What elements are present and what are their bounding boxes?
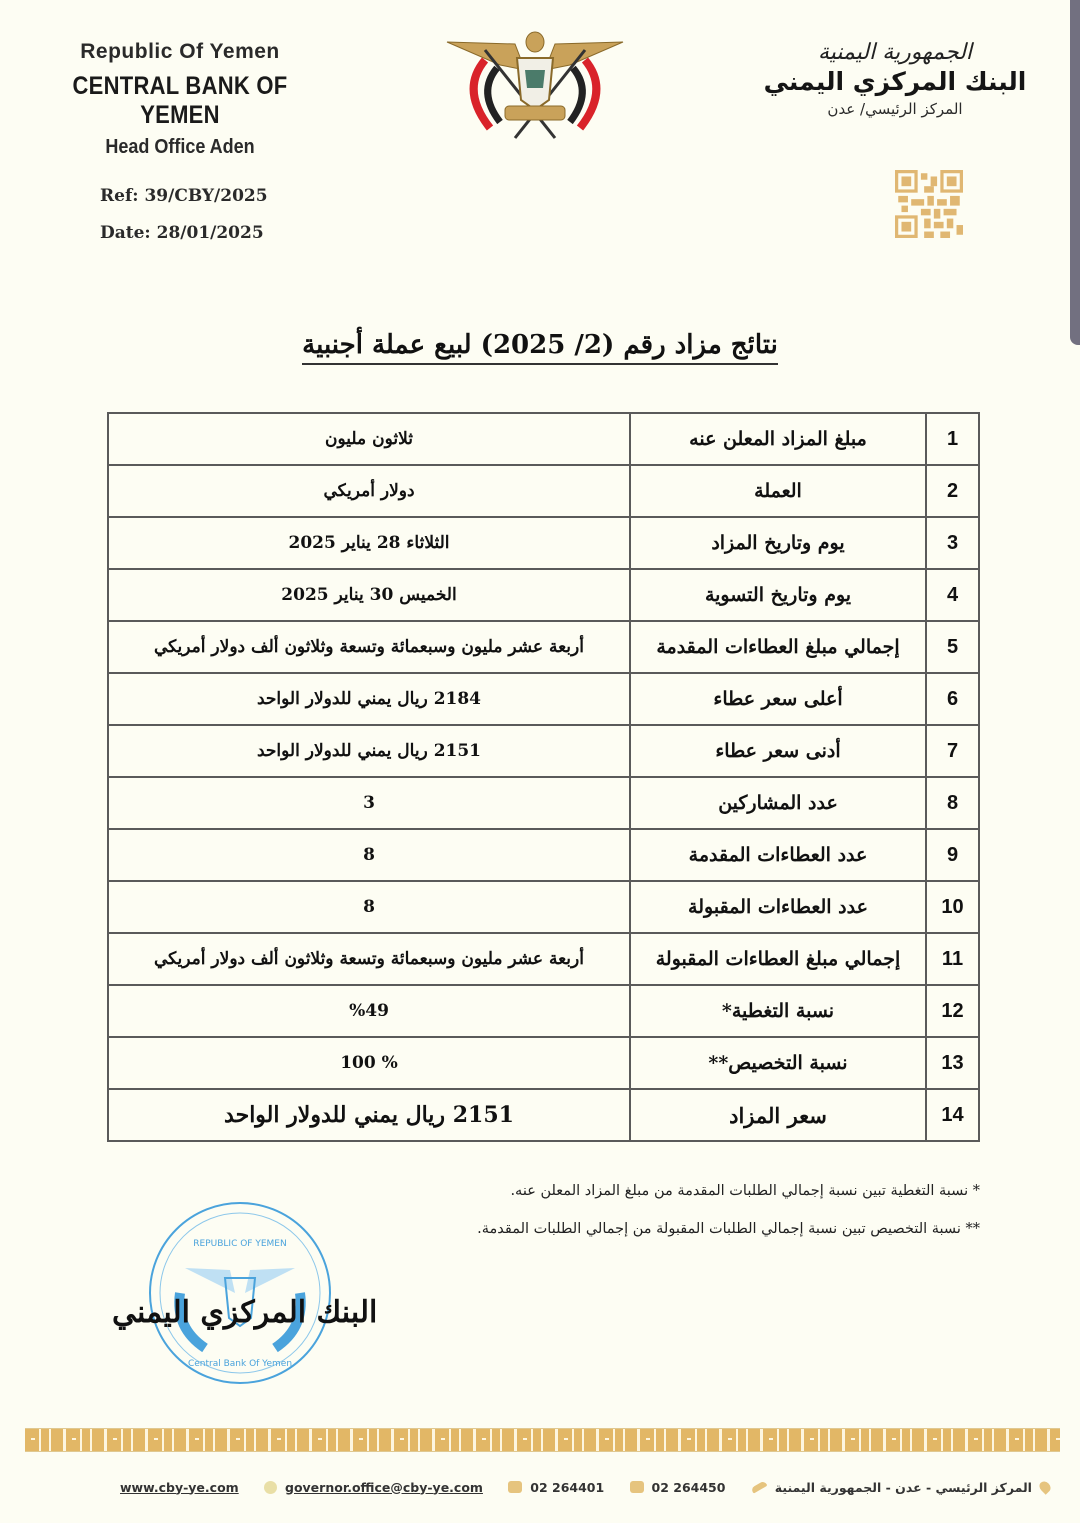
email-link[interactable]: governor.office@cby-ye.com (285, 1479, 483, 1495)
envelope-icon (508, 1481, 522, 1493)
globe-icon (264, 1481, 277, 1494)
footer-contact-bar (120, 1475, 1050, 1499)
table-row (108, 777, 979, 829)
row-label: إجمالي مبلغ العطاءات المقدمة (630, 621, 926, 673)
row-number: 7 (926, 725, 979, 777)
row-value: الثلاثاء 28 يناير 2025 (108, 517, 630, 569)
yemen-eagle-emblem-icon (445, 30, 625, 145)
row-number: 2 (926, 465, 979, 517)
document-title: نتائج مزاد رقم (2/ 2025) لبيع عملة أجنبية (300, 330, 780, 360)
table-row (108, 725, 979, 777)
row-label: نسبة التغطية* (630, 985, 926, 1037)
row-label: عدد العطاءات المقدمة (630, 829, 926, 881)
table-row (108, 881, 979, 933)
row-label: مبلغ المزاد المعلن عنه (630, 413, 926, 465)
row-value: % 100 (108, 1037, 630, 1089)
row-label: نسبة التخصيص** (630, 1037, 926, 1089)
row-label: إجمالي مبلغ العطاءات المقبولة (630, 933, 926, 985)
row-value: دولار أمريكي (108, 465, 630, 517)
table-row (108, 465, 979, 517)
table-row (108, 517, 979, 569)
table-row (108, 621, 979, 673)
website-link[interactable]: www.cby-ye.com (120, 1479, 239, 1495)
phone-number: 02 264450 (651, 1479, 726, 1495)
row-label: يوم وتاريخ المزاد (630, 517, 926, 569)
row-value: 3 (108, 777, 630, 829)
svg-text:REPUBLIC OF YEMEN: REPUBLIC OF YEMEN (193, 1239, 287, 1249)
row-label: عدد المشاركين (630, 777, 926, 829)
table-row (108, 413, 979, 465)
table-row (108, 933, 979, 985)
row-value: 2151 ريال يمني للدولار الواحد (108, 1089, 630, 1141)
footnote-allocation: ** نسبة التخصيص تبين نسبة إجمالي الطلبات المقبولة من إجمالي الطلبات المقدمة. (477, 1221, 980, 1237)
bank-name-en: CENTRAL BANK OF YEMEN (72, 72, 288, 129)
row-number: 8 (926, 777, 979, 829)
fax-number: 02 264401 (530, 1479, 605, 1495)
row-value: ثلاثون مليون (108, 413, 630, 465)
row-label: عدد العطاءات المقبولة (630, 881, 926, 933)
row-value: %49 (108, 985, 630, 1037)
stamp-signature-text: البنك المركزي اليمني (112, 1295, 378, 1330)
row-value: 2184 ريال يمني للدولار الواحد (108, 673, 630, 725)
decorative-border-band (25, 1428, 1060, 1452)
scrollbar-thumb[interactable] (1070, 0, 1080, 345)
row-label: سعر المزاد (630, 1089, 926, 1141)
row-value: أربعة عشر مليون وسبعمائة وتسعة وثلاثون ألف دولار أمريكي (108, 933, 630, 985)
table-row (108, 1037, 979, 1089)
bank-name-ar: البنك المركزي اليمني (763, 67, 1027, 96)
table-row (108, 673, 979, 725)
table-row (108, 1089, 979, 1141)
row-value: 8 (108, 881, 630, 933)
row-label: أدنى سعر عطاء (630, 725, 926, 777)
official-stamp-icon (145, 1198, 335, 1388)
row-value: أربعة عشر مليون وسبعمائة وتسعة وثلاثون ألف دولار أمريكي (108, 621, 630, 673)
row-number: 3 (926, 517, 979, 569)
address-text: المركز الرئيسي - عدن - الجمهورية اليمنية (774, 1479, 1032, 1495)
row-number: 11 (926, 933, 979, 985)
location-pin-icon (1037, 1479, 1053, 1495)
row-number: 10 (926, 881, 979, 933)
footnote-coverage: * نسبة التغطية تبين نسبة إجمالي الطلبات المقدمة من مبلغ المزاد المعلن عنه. (510, 1183, 980, 1199)
document-date: Date: 28/01/2025 (100, 223, 264, 243)
row-value: 8 (108, 829, 630, 881)
svg-text:Central Bank Of Yemen: Central Bank Of Yemen (187, 1359, 293, 1369)
qr-code-icon (895, 170, 963, 238)
row-number: 9 (926, 829, 979, 881)
row-label: أعلى سعر عطاء (630, 673, 926, 725)
row-label: يوم وتاريخ التسوية (630, 569, 926, 621)
footnotes (340, 1172, 980, 1248)
row-number: 1 (926, 413, 979, 465)
office-name-ar: المركز الرئيسي/ عدن (827, 100, 963, 118)
republic-name-en: Republic Of Yemen (80, 40, 280, 63)
office-name-en: Head Office Aden (105, 136, 255, 158)
row-label: العملة (630, 465, 926, 517)
english-letterhead (30, 40, 330, 159)
table-row (108, 569, 979, 621)
row-number: 6 (926, 673, 979, 725)
auction-results-table (107, 412, 980, 1142)
table-row (108, 985, 979, 1037)
row-value: الخميس 30 يناير 2025 (108, 569, 630, 621)
arabic-letterhead (760, 40, 1030, 118)
row-number: 12 (926, 985, 979, 1037)
table-row (108, 829, 979, 881)
phone-icon (750, 1480, 767, 1493)
row-number: 14 (926, 1089, 979, 1141)
row-number: 13 (926, 1037, 979, 1089)
row-value: 2151 ريال يمني للدولار الواحد (108, 725, 630, 777)
reference-number: Ref: 39/CBY/2025 (100, 186, 268, 206)
reference-block (100, 178, 268, 252)
fax-icon (630, 1481, 644, 1493)
row-number: 4 (926, 569, 979, 621)
republic-name-ar: الجمهورية اليمنية (817, 40, 973, 65)
row-number: 5 (926, 621, 979, 673)
